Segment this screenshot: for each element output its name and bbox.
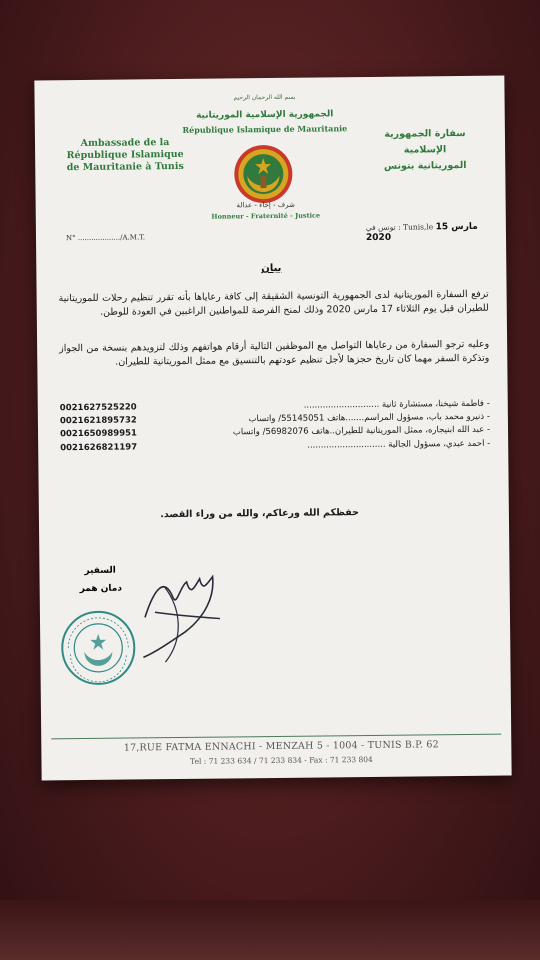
date: 15 مارس 2020 xyxy=(365,221,478,244)
embassy-name-french xyxy=(55,137,195,174)
national-emblem xyxy=(233,144,294,205)
contact-number: 0021627525220 xyxy=(59,402,137,414)
ambassador-title: السفير xyxy=(84,565,116,576)
paragraph-announcement: ترفع السفارة الموريتانية لدى الجمهورية التونسية الشقيقة إلى كافة رعاياها بأنه تقرر تنظيم رحلات للموريتانية للطيران قبل يوم الثلاثاء 17 مارس 2020 وذلك لمنح الفرصة للمواطنين الراغبين في العودة للوطن. xyxy=(58,288,489,319)
document-page xyxy=(34,76,511,781)
paragraph-instructions: وعليه ترجو السفارة من رعاياها التواصل مع الموظفين التالية أرقام هواتفهم وذلك لتزويدهم بنسخة من الجواز وتذكرة السفر مهما كان تاريخ حجزها لأجل تنظيم عودتهم بالتنسيق مع ممثل الموريتانية للطيران. xyxy=(59,338,490,368)
embassy-fr-line3: de Mauritanie à Tunis xyxy=(66,160,184,173)
closing-line: حفظكم الله ورعاكم، والله من وراء القصد. xyxy=(160,507,359,521)
basmala: بسم الله الرحمان الرحيم xyxy=(233,93,296,102)
contact-name: - فاطمة شيخنا، مستشارة ثانية ............................ xyxy=(303,398,490,411)
embassy-name-arabic xyxy=(365,126,486,176)
contact-name: - عبد الله ابنيجاره، ممثل الموريتانية للطيران..هاتف 56982076/ واتساب xyxy=(232,425,491,438)
contact-name: - احمد عبدي، مسؤول الجالية ............................. xyxy=(307,438,491,451)
reference-number: N° .................../A.M.T. xyxy=(65,233,146,243)
place-and-date xyxy=(366,222,491,243)
contact-number: 0021626821197 xyxy=(60,441,138,453)
motto-french: Honneur - Fraternité - Justice xyxy=(211,211,321,221)
background-floor xyxy=(0,900,540,960)
embassy-ar-line2: الموريتانية بتونس xyxy=(383,160,467,173)
place-label: تونس في : Tunis,le xyxy=(365,222,434,233)
republic-name-arabic: الجمهورية الإسلامية الموريتانية xyxy=(196,109,334,121)
footer-address: 17,RUE FATMA ENNACHI - MENZAH 5 - 1004 - TUNIS B.P. 62 xyxy=(123,739,439,754)
republic-name-french: République Islamique de Mauritanie xyxy=(182,123,348,135)
contact-number: 0021650989951 xyxy=(60,428,137,440)
embassy-fr-line1: Ambassade de la xyxy=(80,137,170,149)
contact-number: 0021621895732 xyxy=(59,415,137,427)
document-title: بيان xyxy=(261,262,282,275)
embassy-stamp xyxy=(60,609,137,686)
contact-name: - ذنيرو محمد باب، مسؤول المراسم.......هاتف 55145051/ واتساب xyxy=(248,411,490,425)
footer-phones: Tel : 71 233 634 / 71 233 834 - Fax : 71 233 804 xyxy=(190,754,373,766)
embassy-ar-line1: سفارة الجمهورية الإسلامية xyxy=(384,127,466,156)
contact-list xyxy=(60,398,491,455)
ambassador-name: دمان همر xyxy=(79,583,122,595)
handwritten-signature xyxy=(124,556,235,667)
motto-arabic: شرف - إخاء - عدالة xyxy=(236,200,295,210)
embassy-fr-line2: République Islamique xyxy=(66,148,184,162)
